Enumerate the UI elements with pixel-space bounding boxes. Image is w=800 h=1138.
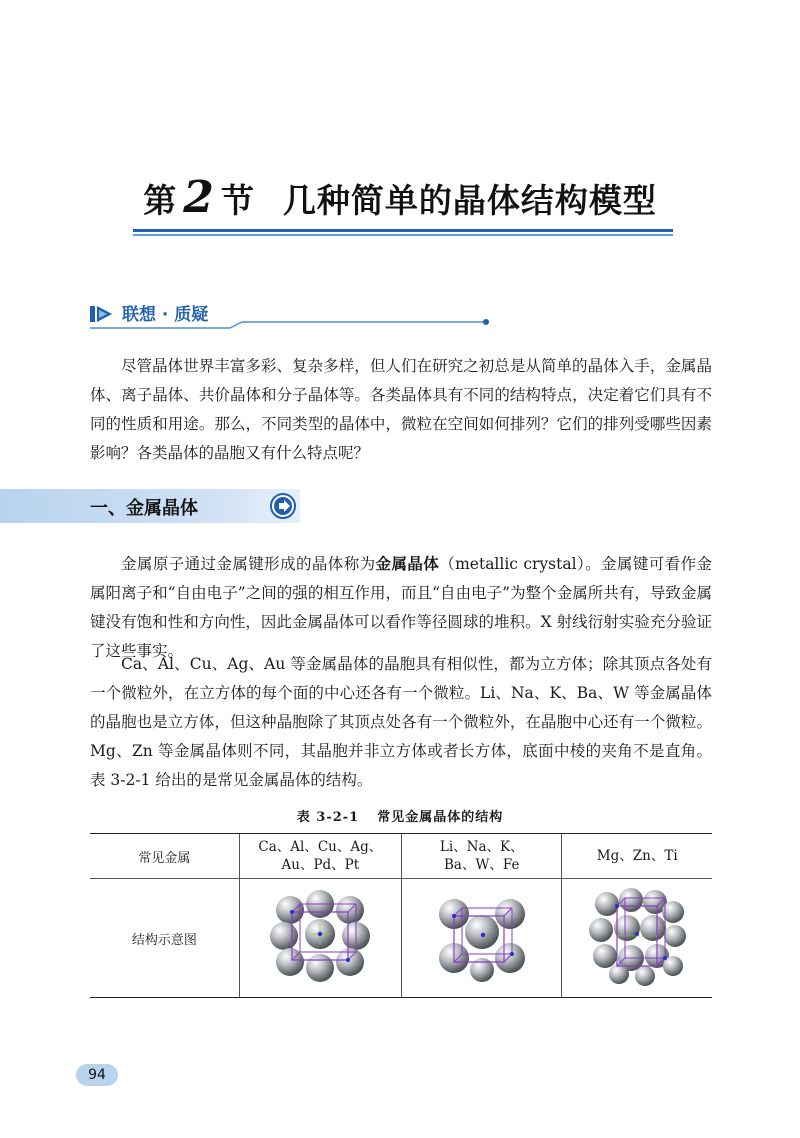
cell-bcc-line1: Li、Na、K、: [439, 839, 524, 855]
metal-cell-description: Ca、Al、Cu、Ag、Au 等金属晶体的晶胞具有相似性，都为立方体；除其顶点各处有一个微粒外，在立方体的每个面的中心还各有一个微粒。Li、Na、K、Ba、W 等金属晶体的晶胞也是立方体，但这种晶胞除了其顶点处各有一个微粒外，在晶胞中心还有一个微粒。Mg、Zn 等金属晶体则不同，其晶胞并非立方体或者长方体，底面中棱的夹角不是直角。表 3-2-1 给出的是常见金属晶体的结构。: [90, 655, 712, 789]
page-number: 94: [76, 1064, 118, 1086]
title-text: 几种简单的晶体结构模型: [282, 181, 657, 220]
para2-before: 金属原子通过金属键形成的晶体称为: [121, 555, 376, 573]
para2-after: （metallic crystal）。金属键可看作金属阳离子和“自由电子”之间的强的相互作用，而且“自由电子”为整个金属所共有，导致金属键没有饱和性和方向性，因此金属晶体可以看作等径圆球的堆积。X 射线衍射实验充分验证了这些事实。: [90, 555, 712, 660]
subheading-rule: [90, 316, 490, 330]
cell-fcc-metals: [240, 838, 401, 874]
cell-fcc-line1: Ca、Al、Cu、Ag、: [258, 839, 383, 855]
cell-fcc-line2: Au、Pd、Pt: [281, 857, 360, 873]
title-suffix: 节: [220, 181, 255, 220]
table-caption: [0, 806, 800, 825]
chapter-title: [0, 172, 800, 223]
cell-hcp-metals: Mg、Zn、Ti: [596, 848, 678, 864]
arrow-right-circle-icon: [270, 493, 296, 519]
cell-bcc-metals: [402, 838, 561, 874]
metal-structure-table: [90, 833, 712, 998]
title-prefix: 第: [143, 181, 178, 220]
table-row: [90, 879, 712, 998]
metal-crystal-definition: [90, 550, 712, 666]
table-caption-title: 常见金属晶体的结构: [377, 810, 504, 825]
hcp-structure-diagram: [587, 886, 687, 986]
section-title: 一、金属晶体: [90, 498, 198, 519]
cell-bcc-line2: Ba、W、Fe: [444, 857, 520, 873]
row-label-metals: 常见金属: [138, 850, 191, 866]
row-label-diagram: 结构示意图: [131, 932, 197, 948]
subheading-label: 联想 · 质疑: [122, 305, 209, 325]
intro-paragraph: 尽管晶体世界丰富多彩、复杂多样，但人们在研究之初总是从简单的晶体入手，金属晶体、离子晶体、共价晶体和分子晶体等。各类晶体具有不同的结构特点，决定着它们具有不同的性质和用途。那么，不同类型的晶体中，微粒在空间如何排列？它们的排列受哪些因素影响？各类晶体的晶胞又有什么特点呢？: [90, 357, 712, 462]
key-term-metallic-crystal: 金属晶体: [375, 555, 440, 573]
fcc-structure-diagram: [270, 888, 370, 984]
table-caption-number: 表 3-2-1: [296, 810, 360, 825]
bcc-structure-diagram: [432, 888, 532, 984]
table-row: [90, 834, 712, 879]
title-underline: [133, 229, 673, 237]
section-number: 2: [183, 172, 215, 223]
